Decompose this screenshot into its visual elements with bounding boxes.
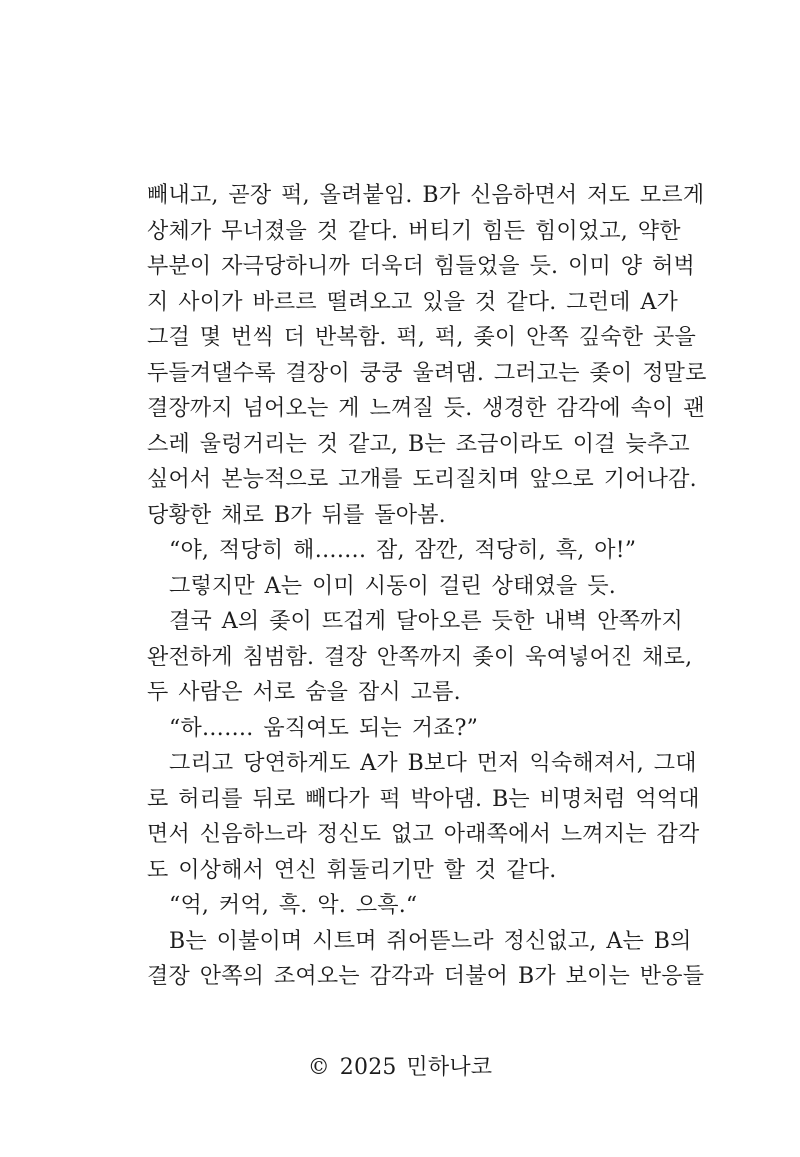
text-line: 부분이 자극당하니까 더욱더 힘들었을 듯. 이미 양 허벅	[147, 254, 695, 279]
text-line: 도 이상해서 연신 휘둘리기만 할 것 같다.	[147, 857, 557, 883]
text-line: 결국 A의 좆이 뜨겁게 달아오른 듯한 내벽 안쪽까지	[169, 609, 683, 634]
text-line: 두들겨댈수록 결장이 쿵쿵 울려댐. 그러고는 좆이 정말로	[147, 360, 707, 386]
text-line: 면서 신음하느라 정신도 없고 아래쪽에서 느껴지는 감각	[147, 822, 700, 847]
dialogue-line: “억, 커억, 흑. 악. 으흑.“	[169, 893, 418, 918]
dialogue-line: “야, 적당히 해……. 잠, 잠깐, 적당히, 흑, 아!”	[169, 538, 637, 563]
text-line: 결장 안쪽의 조여오는 감각과 더불어 B가 보이는 반응들	[147, 964, 705, 989]
text-line: 그걸 몇 번씩 더 반복함. 퍽, 퍽, 좆이 안쪽 깊숙한 곳을	[147, 325, 696, 350]
text-line: 그리고 당연하게도 A가 B보다 먼저 익숙해져서, 그대	[169, 751, 697, 776]
dialogue-line: “하……. 움직여도 되는 거죠?”	[169, 715, 479, 741]
body-text	[147, 178, 707, 995]
text-line: 지 사이가 바르르 떨려오고 있을 것 같다. 그런데 A가	[147, 289, 678, 315]
text-line: 그렇지만 A는 이미 시동이 걸린 상태였을 듯.	[169, 573, 616, 599]
text-line: 완전하게 침범함. 결장 안쪽까지 좆이 욱여넣어진 채로,	[147, 644, 693, 670]
text-line: B는 이불이며 시트며 쥐어뜯느라 정신없고, A는 B의	[169, 928, 692, 954]
text-line: 로 허리를 뒤로 빼다가 퍽 박아댐. B는 비명처럼 억억대	[147, 786, 700, 812]
text-line: 당황한 채로 B가 뒤를 돌아봄.	[147, 502, 446, 528]
text-line: 결장까지 넘어오는 게 느껴질 듯. 생경한 감각에 속이 괜	[147, 396, 705, 421]
text-line: 두 사람은 서로 숨을 잠시 고름.	[147, 680, 461, 705]
text-line: 상체가 무너졌을 것 같다. 버티기 힘든 힘이었고, 약한	[147, 218, 681, 244]
text-line: 스레 울렁거리는 것 같고, B는 조금이라도 이걸 늦추고	[147, 431, 690, 457]
text-line: 빼내고, 곧장 퍽, 올려붙임. B가 신음하면서 저도 모르게	[147, 183, 705, 208]
text-line: 싶어서 본능적으로 고개를 도리질치며 앞으로 기어나감.	[147, 467, 697, 492]
copyright-footer: © 2025 민하나코	[307, 1055, 493, 1080]
